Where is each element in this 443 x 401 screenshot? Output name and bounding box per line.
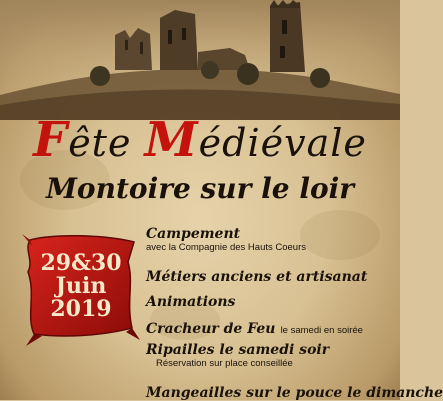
title-part-1: ête: [68, 121, 145, 165]
program-item-note: Réservation sur place conseillée: [156, 358, 293, 369]
title-initial-m: M: [144, 112, 199, 168]
program-item-cracheur: [146, 318, 363, 337]
castle-ruins-image: [0, 0, 400, 120]
program-item-title: Métiers anciens et artisanat: [146, 269, 368, 285]
title-initial-f: F: [33, 112, 69, 168]
program-item-note: avec la Compagnie des Hauts Coeurs: [146, 242, 307, 253]
date-days: 29&30: [40, 250, 122, 276]
program-item-title: Cracheur de Feu: [146, 321, 276, 337]
program-item-title: Mangeailles sur le pouce le dimanche: [146, 385, 443, 401]
program-item-mangeailles: [146, 382, 443, 401]
date-year: 2019: [50, 296, 112, 323]
program-item-metiers: [146, 266, 367, 285]
program-item-ripailles: [146, 342, 329, 369]
program-item-title: Ripailles le samedi soir: [146, 342, 330, 358]
date-text: [22, 252, 140, 321]
event-title: [0, 112, 400, 168]
program-item-note: le samedi en soirée: [280, 325, 363, 336]
program-item-title: Campement: [146, 226, 241, 242]
program-item-campement: [146, 226, 306, 253]
program-item-title: Animations: [146, 294, 236, 310]
program-item-animations: [146, 291, 235, 310]
event-location: Montoire sur le loir: [45, 172, 355, 205]
date-month: Juin: [55, 273, 107, 300]
title-part-2: édiévale: [198, 121, 367, 165]
